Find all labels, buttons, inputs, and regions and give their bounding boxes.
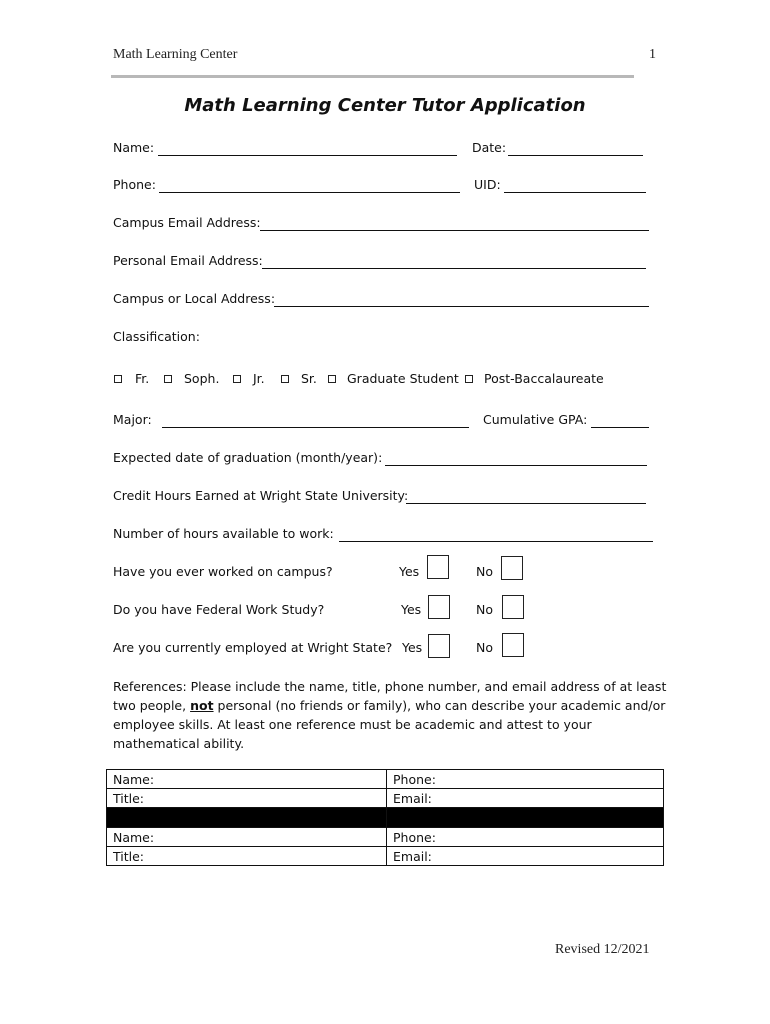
reference-1-phone[interactable]: Phone: bbox=[387, 770, 664, 789]
classification-label: Classification: bbox=[113, 329, 200, 344]
major-field[interactable] bbox=[162, 427, 469, 428]
checkbox-sr[interactable] bbox=[281, 375, 289, 383]
yes-label: Yes bbox=[399, 564, 420, 579]
personal-email-field[interactable] bbox=[262, 268, 646, 269]
checkbox-post-bacc[interactable] bbox=[465, 375, 473, 383]
question-worked-on-campus: Have you ever worked on campus? bbox=[113, 564, 333, 579]
page-title: Math Learning Center Tutor Application bbox=[184, 95, 586, 116]
yes-label: Yes bbox=[401, 602, 422, 617]
phone-label: Phone: bbox=[113, 177, 156, 192]
reference-1-name[interactable]: Name: bbox=[107, 770, 387, 789]
employed-yes-checkbox[interactable] bbox=[428, 634, 450, 658]
worked-on-campus-yes-checkbox[interactable] bbox=[427, 555, 449, 579]
checkbox-fr[interactable] bbox=[114, 375, 122, 383]
separator-cell bbox=[107, 808, 387, 828]
date-field[interactable] bbox=[508, 155, 643, 156]
reference-2-name[interactable]: Name: bbox=[107, 828, 387, 847]
yes-label: Yes bbox=[402, 640, 423, 655]
revision-footer: Revised 12/2021 bbox=[555, 942, 650, 957]
reference-2-title[interactable]: Title: bbox=[107, 847, 387, 866]
reference-2-email[interactable]: Email: bbox=[387, 847, 664, 866]
header-rule bbox=[111, 75, 634, 78]
reference-2-phone[interactable]: Phone: bbox=[387, 828, 664, 847]
campus-address-label: Campus or Local Address: bbox=[113, 291, 276, 306]
option-graduate: Graduate Student bbox=[347, 371, 459, 386]
reference-1-title[interactable]: Title: bbox=[107, 789, 387, 808]
name-label: Name: bbox=[113, 140, 155, 155]
option-soph: Soph. bbox=[184, 371, 220, 386]
personal-email-label: Personal Email Address: bbox=[113, 253, 263, 268]
no-label: No bbox=[476, 640, 493, 655]
reference-1-email[interactable]: Email: bbox=[387, 789, 664, 808]
references-instructions bbox=[113, 677, 673, 753]
hours-available-label: Number of hours available to work: bbox=[113, 526, 334, 541]
no-label: No bbox=[476, 564, 493, 579]
credit-hours-label: Credit Hours Earned at Wright State University: bbox=[113, 488, 409, 503]
question-employed-wright-state: Are you currently employed at Wright State? bbox=[113, 640, 393, 655]
references-table bbox=[106, 769, 664, 866]
table-row bbox=[107, 847, 664, 866]
campus-email-field[interactable] bbox=[260, 230, 649, 231]
references-text-end: personal (no friends or family), who can describe your academic and/or employee skills. At least one reference must be academic and attest to your mathematical ability. bbox=[113, 698, 666, 751]
no-label: No bbox=[476, 602, 493, 617]
employed-no-checkbox[interactable] bbox=[502, 633, 524, 657]
work-study-yes-checkbox[interactable] bbox=[428, 595, 450, 619]
hours-available-field[interactable] bbox=[339, 541, 653, 542]
table-separator-row bbox=[107, 808, 664, 828]
name-field[interactable] bbox=[158, 155, 457, 156]
campus-address-field[interactable] bbox=[274, 306, 649, 307]
table-row bbox=[107, 828, 664, 847]
uid-field[interactable] bbox=[504, 192, 646, 193]
table-row bbox=[107, 770, 664, 789]
table-row bbox=[107, 789, 664, 808]
date-label: Date: bbox=[472, 140, 507, 155]
option-sr: Sr. bbox=[301, 371, 317, 386]
header-title: Math Learning Center bbox=[113, 47, 238, 62]
question-federal-work-study: Do you have Federal Work Study? bbox=[113, 602, 325, 617]
major-label: Major: bbox=[113, 412, 152, 427]
checkbox-soph[interactable] bbox=[164, 375, 172, 383]
option-fr: Fr. bbox=[135, 371, 150, 386]
references-emphasis: not bbox=[190, 698, 214, 713]
references-text-start: References: Please include the name, title, phone number, and email address of at least two people, bbox=[113, 679, 667, 713]
phone-field[interactable] bbox=[159, 192, 460, 193]
credit-hours-field[interactable] bbox=[406, 503, 646, 504]
work-study-no-checkbox[interactable] bbox=[502, 595, 524, 619]
checkbox-graduate[interactable] bbox=[328, 375, 336, 383]
page-number: 1 bbox=[649, 47, 656, 62]
uid-label: UID: bbox=[474, 177, 501, 192]
option-jr: Jr. bbox=[253, 371, 265, 386]
option-post-bacc: Post-Baccalaureate bbox=[484, 371, 604, 386]
graduation-field[interactable] bbox=[385, 465, 647, 466]
gpa-label: Cumulative GPA: bbox=[483, 412, 588, 427]
campus-email-label: Campus Email Address: bbox=[113, 215, 261, 230]
separator-cell bbox=[387, 808, 664, 828]
checkbox-jr[interactable] bbox=[233, 375, 241, 383]
gpa-field[interactable] bbox=[591, 427, 649, 428]
graduation-label: Expected date of graduation (month/year): bbox=[113, 450, 383, 465]
worked-on-campus-no-checkbox[interactable] bbox=[501, 556, 523, 580]
